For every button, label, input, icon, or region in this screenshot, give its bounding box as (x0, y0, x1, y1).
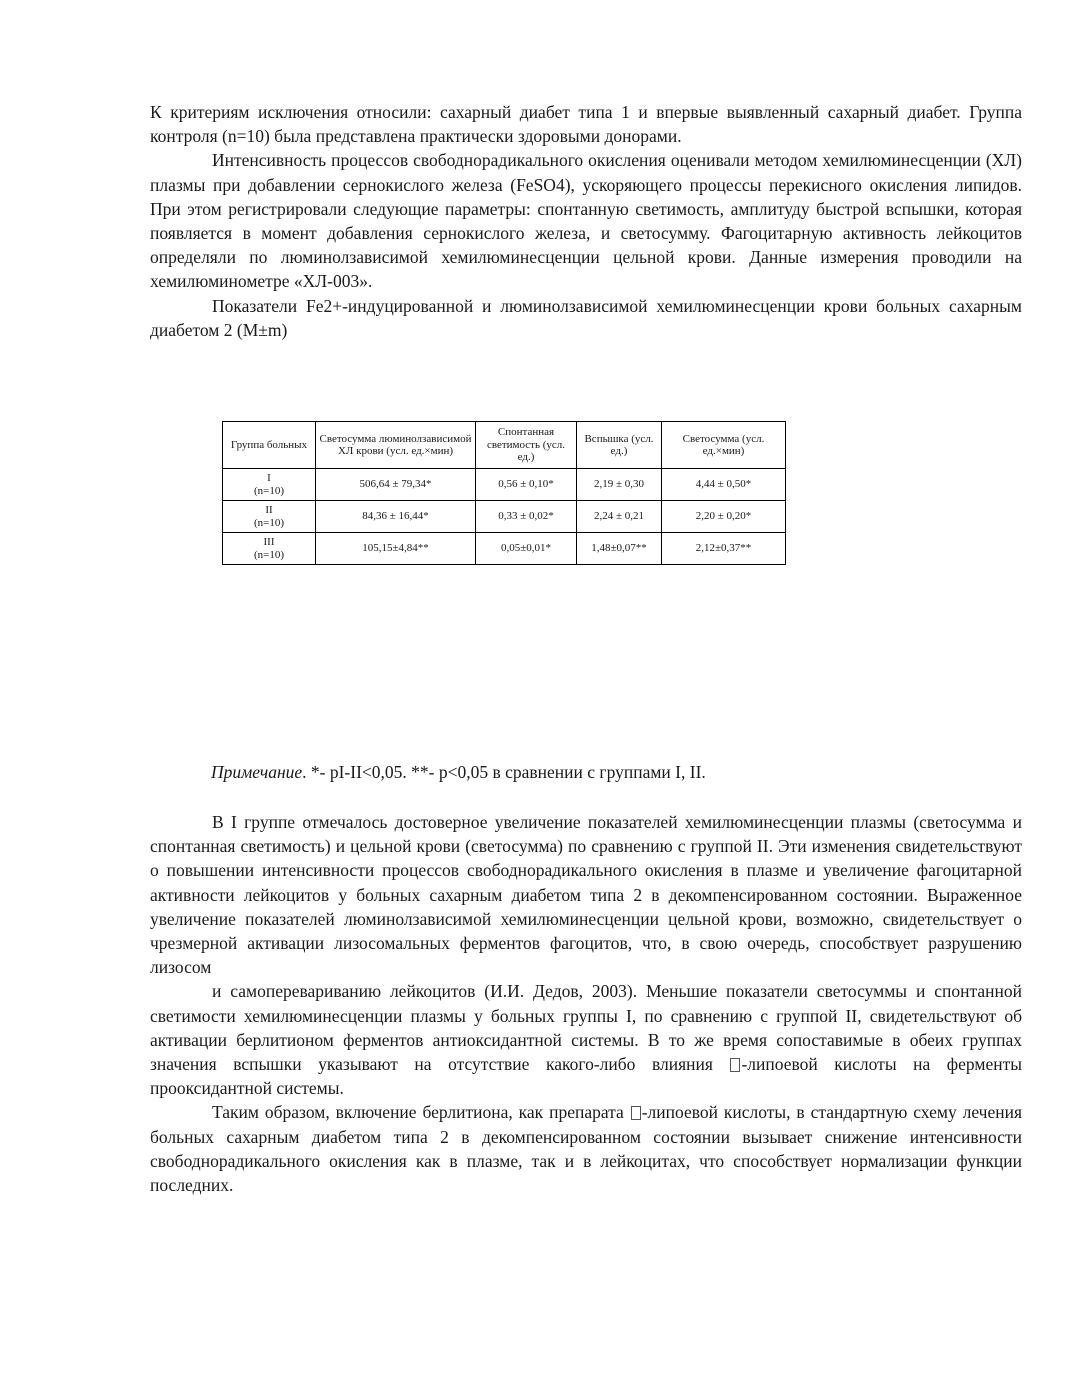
value-cell: 2,19 ± 0,30 (577, 469, 662, 501)
value-cell: 1,48±0,07** (577, 533, 662, 565)
group-label: III (263, 536, 275, 548)
missing-glyph-icon (631, 1106, 641, 1120)
value-cell: 2,20 ± 0,20* (662, 501, 786, 533)
value-cell: 4,44 ± 0,50* (662, 469, 786, 501)
group-label: I (267, 472, 271, 484)
note-label: Примечание (211, 762, 303, 782)
header-group: Группа больных (223, 422, 316, 469)
continuation-text-b: -липоевой кислоты на ферменты прооксидантной системы. (150, 1054, 1022, 1099)
table-caption: Показатели Fe2+-индуцированной и люминолзависимой хемилюминесценции крови больных сахарным диабетом 2 (М±m) (150, 295, 1022, 340)
value-cell: 105,15±4,84** (316, 533, 476, 565)
value-cell: 2,24 ± 0,21 (577, 501, 662, 533)
header-flash: Вспышка (усл. ед.) (577, 422, 662, 469)
paragraph-exclusion: К критериям исключения относили: сахарный диабет типа 1 и впервые выявленный сахарный диабет. Группа контроля (n=10) была представлена практически здоровыми донорами. (150, 102, 1022, 147)
paragraph-continuation (150, 979, 1022, 1100)
note-text: . *- pI-II<0,05. **- p<0,05 в сравнении с группами I, II. (302, 762, 706, 782)
intro-text (150, 100, 1022, 342)
table-row (223, 533, 786, 565)
header-lightsum: Светосумма (усл. ед.×мин) (662, 422, 786, 469)
value-cell: 0,56 ± 0,10* (476, 469, 577, 501)
table-header-row (223, 422, 786, 469)
value-cell: 0,33 ± 0,02* (476, 501, 577, 533)
continuation-text-a: и самоперевариванию лейкоцитов (И.И. Дедов, 2003). Меньшие показатели светосуммы и спонтанной светимости хемилюминесценции плазмы у больных группы I, по сравнению с группой II, свидетельствуют об активации берлитионом ферментов антиоксидантной системы. В то же время сопоставимые в обеих группах значения вспышки указывают на отсутствие какого-либо влияния (150, 981, 1022, 1075)
conclusion-text-a: Таким образом, включение берлитиона, как препарата (212, 1102, 624, 1123)
paragraph-results: В I группе отмечалось достоверное увеличение показателей хемилюминесценции плазмы (светосумма и спонтанная светимость) и цельной крови (светосумма) по сравнению с группой II. Эти изменения свидетельствуют о повышении интенсивности процессов свободнорадикального окисления в плазме и увеличение фагоцитарной активности лейкоцитов у больных сахарным диабетом типа 2 в декомпенсированном состоянии. Выраженное увеличение показателей люминолзависимой хемилюминесценции цельной крови, возможно, свидетельствует о чрезмерной активации лизосомальных ферментов фагоцитов, что, в свою очередь, способствует разрушению лизосом (150, 812, 1022, 978)
group-cell (223, 469, 316, 501)
table-row (223, 469, 786, 501)
group-n: (n=10) (253, 484, 285, 497)
group-n: (n=10) (253, 548, 285, 561)
value-cell: 0,05±0,01* (476, 533, 577, 565)
discussion-text (150, 810, 1022, 1197)
header-luminol-lightsum: Светосумма люминолзависимой ХЛ крови (усл. ед.×мин) (316, 422, 476, 469)
table-note (211, 762, 706, 783)
group-n: (n=10) (253, 516, 285, 529)
header-spontaneous: Спонтанная светимость (усл. ед.) (476, 422, 577, 469)
paragraph-conclusion (150, 1100, 1022, 1197)
group-cell (223, 533, 316, 565)
value-cell: 2,12±0,37** (662, 533, 786, 565)
group-label: II (265, 504, 273, 516)
table-row (223, 501, 786, 533)
results-table (222, 421, 786, 565)
paragraph-methods: Интенсивность процессов свободнорадикального окисления оценивали методом хемилюминесценции (ХЛ) плазмы при добавлении сернокислого железа (FeSO4), ускоряющего процессы перекисного окисления липидов. При этом регистрировали следующие параметры: спонтанную светимость, амплитуду быстрой вспышки, которая появляется в момент добавления сернокислого железа, и светосумму. Фагоцитарную активность лейкоцитов определяли по люминолзависимой хемилюминесценции цельной крови. Данные измерения проводили на хемилюминометре «ХЛ-003». (150, 150, 1022, 292)
group-cell (223, 501, 316, 533)
missing-glyph-icon (730, 1058, 740, 1072)
value-cell: 506,64 ± 79,34* (316, 469, 476, 501)
value-cell: 84,36 ± 16,44* (316, 501, 476, 533)
conclusion-text-b: -липоевой кислоты, в стандартную схему лечения больных сахарным диабетом типа 2 в декомпенсированном состоянии вызывает снижение интенсивности свободнорадикального окисления как в плазме, так и в лейкоцитах, что способствует нормализации функции последних. (150, 1102, 1023, 1196)
